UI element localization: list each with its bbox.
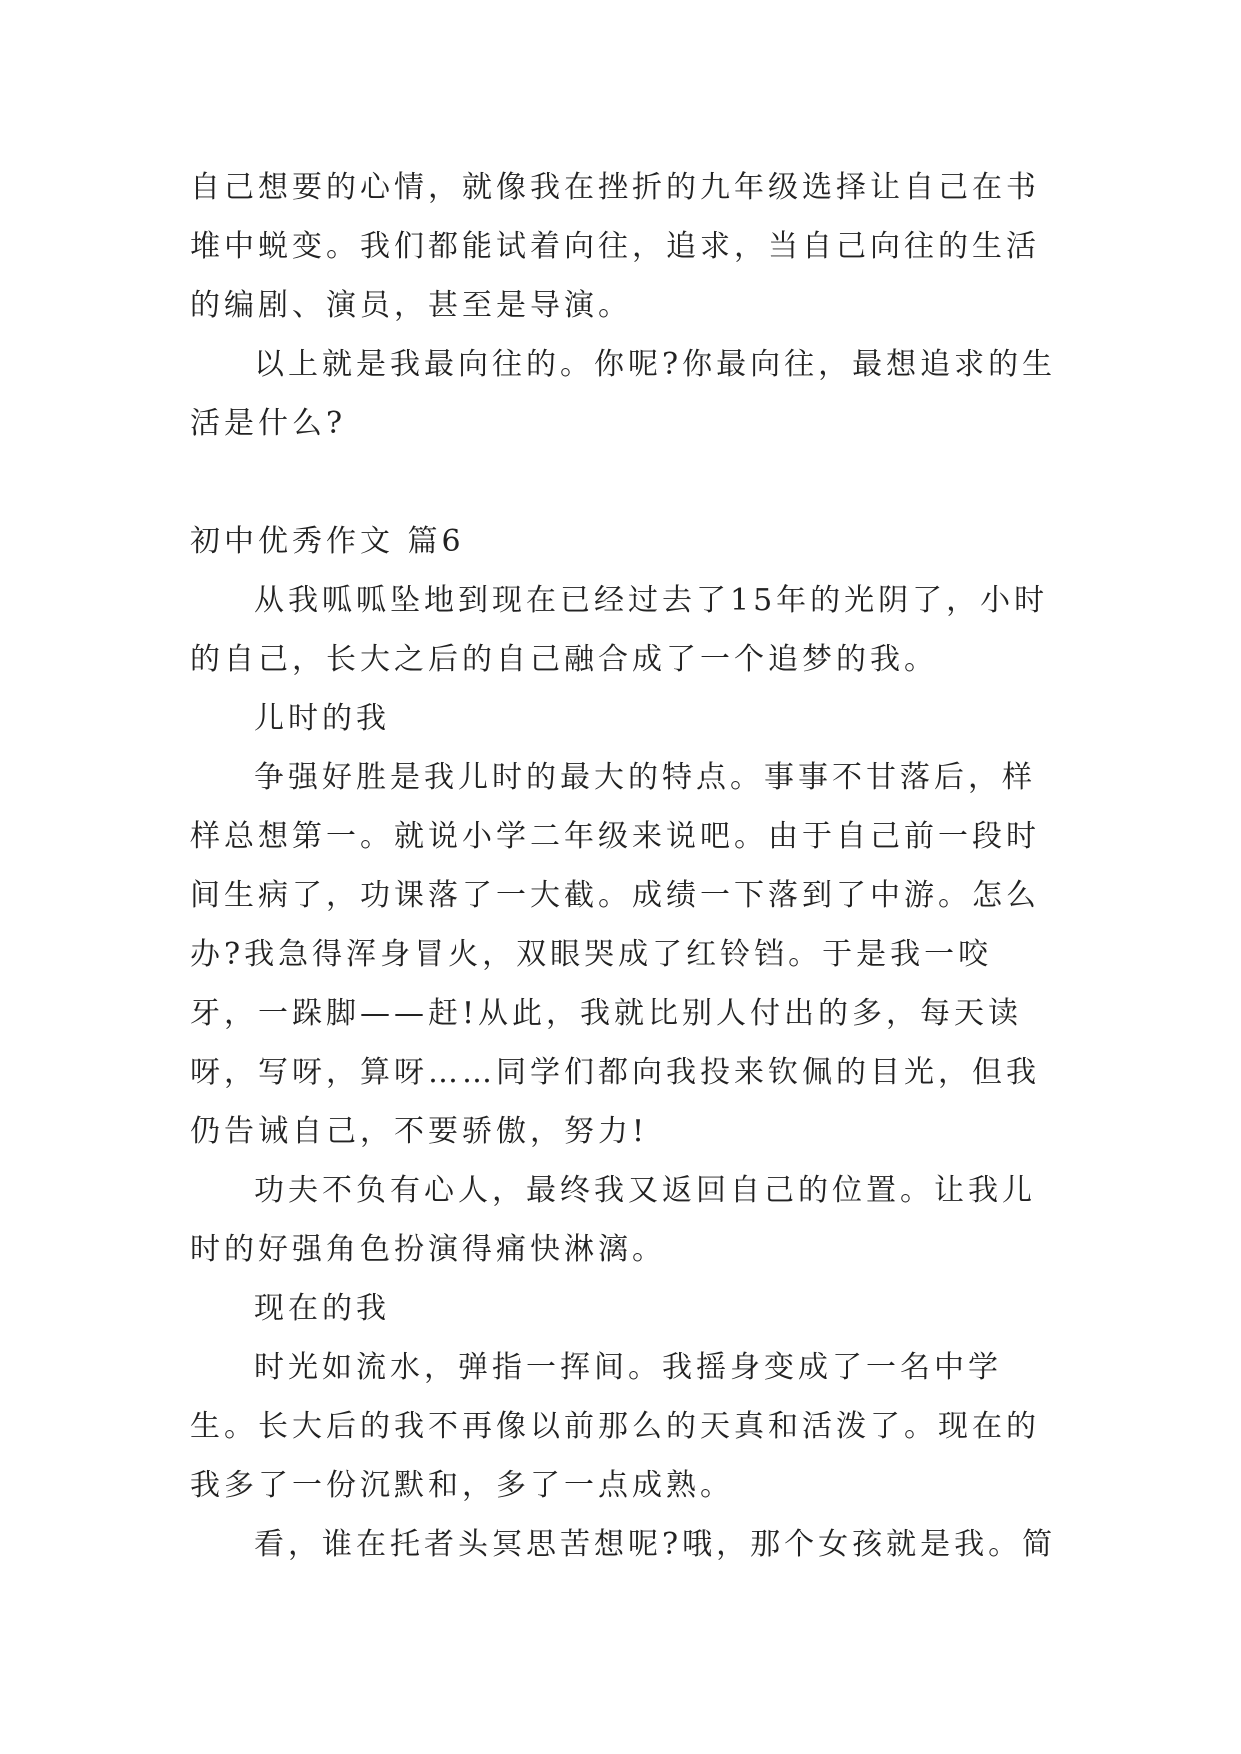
paragraph-5: 功夫不负有心人，最终我又返回自己的位置。让我儿时的好强角色扮演得痛快淋漓。 — [190, 1173, 1036, 1267]
paragraph-6: 时光如流水，弹指一挥间。我摇身变成了一名中学生。长大后的我不再像以前那么的天真和活泼了。现在的我多了一份沉默和，多了一点成熟。 — [190, 1350, 1040, 1503]
document-body — [190, 158, 1060, 1574]
subheading-childhood: 儿时的我 — [254, 701, 390, 736]
paragraph-7: 看，谁在托者头冥思苦想呢?哦，那个女孩就是我。简 — [254, 1527, 1057, 1562]
paragraph-2: 以上就是我最向往的。你呢?你最向往，最想追求的生活是什么? — [190, 347, 1057, 441]
paragraph-3: 从我呱呱坠地到现在已经过去了15年的光阴了，小时的自己，长大之后的自己融合成了一个追梦的我。 — [190, 583, 1049, 677]
subheading-present: 现在的我 — [254, 1291, 390, 1326]
section-title: 初中优秀作文 篇6 — [190, 524, 465, 559]
paragraph-4: 争强好胜是我儿时的最大的特点。事事不甘落后，样样总想第一。就说小学二年级来说吧。由于自己前一段时间生病了，功课落了一大截。成绩一下落到了中游。怎么办?我急得浑身冒火，双眼哭成了红铃铛。于是我一咬牙，一跺脚——赶!从此，我就比别人付出的多，每天读呀，写呀，算呀……同学们都向我投来钦佩的目光，但我仍告诫自己，不要骄傲，努力! — [190, 760, 1040, 1149]
paragraph-1: 自己想要的心情，就像我在挫折的九年级选择让自己在书堆中蜕变。我们都能试着向往，追求，当自己向往的生活的编剧、演员，甚至是导演。 — [190, 170, 1040, 323]
